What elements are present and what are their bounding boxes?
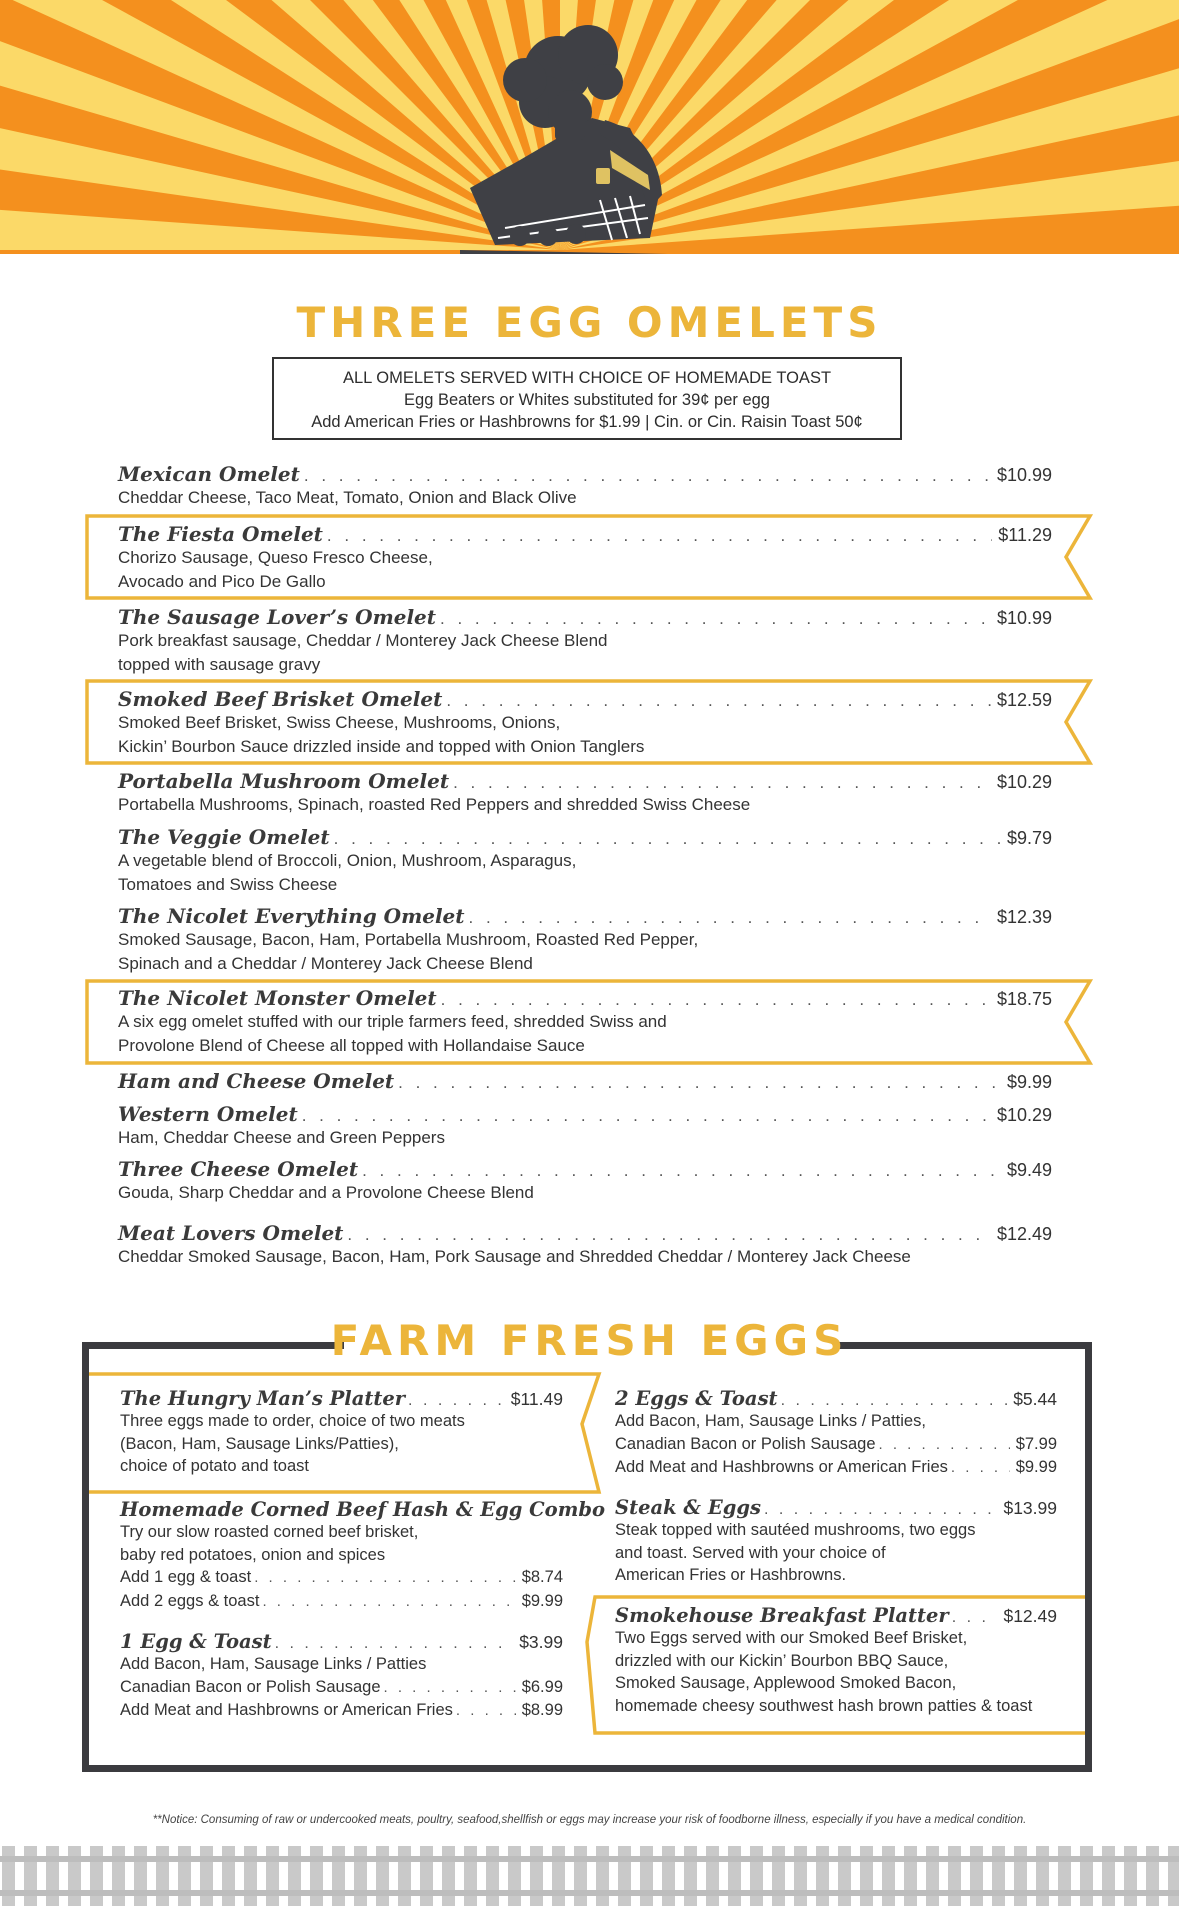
item-price: $9.99 bbox=[1006, 1072, 1052, 1092]
item-description: Spinach and a Cheddar / Monterey Jack Cheese Blend bbox=[118, 953, 533, 973]
menu-item-hungry-man-platter bbox=[120, 1387, 563, 1478]
item-description: Cheddar Cheese, Taco Meat, Tomato, Onion and Black Olive bbox=[118, 488, 577, 507]
option-label: Add Meat and Hashbrowns or American Fries bbox=[615, 1458, 948, 1476]
info-line: Add American Fries or Hashbrowns for $1.99 | Cin. or Cin. Raisin Toast 50¢ bbox=[311, 413, 863, 431]
item-description: Smoked Sausage, Bacon, Ham, Portabella Mushroom, Roasted Red Pepper, bbox=[118, 930, 699, 949]
item-description: Gouda, Sharp Cheddar and a Provolone Cheese Blend bbox=[118, 1183, 534, 1202]
item-name: Meat Lovers Omelet bbox=[118, 1221, 344, 1245]
item-price: $11.29 bbox=[998, 525, 1052, 545]
item-name: Steak & Eggs bbox=[615, 1496, 761, 1519]
item-name: 2 Eggs & Toast bbox=[615, 1387, 778, 1410]
item-name: Three Cheese Omelet bbox=[118, 1157, 359, 1181]
item-name: The Veggie Omelet bbox=[118, 825, 330, 849]
item-description: baby red potatoes, onion and spices bbox=[120, 1545, 386, 1564]
item-description: Three eggs made to order, choice of two meats bbox=[120, 1412, 465, 1430]
item-price: $10.29 bbox=[996, 772, 1052, 792]
item-description: Pork breakfast sausage, Cheddar / Monterey Jack Cheese Blend bbox=[118, 631, 608, 650]
item-name: Homemade Corned Beef Hash & Egg Combo bbox=[120, 1498, 605, 1521]
item-description: choice of potato and toast bbox=[120, 1457, 309, 1475]
info-line: Egg Beaters or Whites substituted for 39¢ per egg bbox=[404, 391, 770, 409]
item-name: Ham and Cheese Omelet bbox=[118, 1069, 395, 1093]
item-price: $12.49 bbox=[1003, 1606, 1057, 1626]
item-name: Smokehouse Breakfast Platter bbox=[615, 1604, 949, 1627]
menu-item-smokehouse-platter bbox=[615, 1604, 1057, 1717]
item-description: Kickin’ Bourbon Sauce drizzled inside and topped with Onion Tanglers bbox=[118, 736, 645, 756]
menu-item-steak-eggs bbox=[615, 1496, 1057, 1587]
option-price: $8.99 bbox=[521, 1701, 563, 1719]
item-description: Cheddar Smoked Sausage, Bacon, Ham, Pork Sausage and Shredded Cheddar / Monterey Jack Cheese bbox=[118, 1247, 911, 1266]
option-label: Add Meat and Hashbrowns or American Fries bbox=[120, 1701, 453, 1719]
item-description: Portabella Mushrooms, Spinach, roasted Red Peppers and shredded Swiss Cheese bbox=[118, 795, 751, 814]
item-name: The Nicolet Everything Omelet bbox=[118, 904, 465, 928]
item-description: Provolone Blend of Cheese all topped with Hollandaise Sauce bbox=[118, 1035, 585, 1055]
item-description: American Fries or Hashbrowns. bbox=[615, 1566, 847, 1584]
item-price: $11.49 bbox=[510, 1389, 563, 1409]
item-description: Add Bacon, Ham, Sausage Links / Patties, bbox=[615, 1412, 926, 1430]
item-price: $12.49 bbox=[996, 1224, 1052, 1244]
menu-item-corned-beef-hash bbox=[120, 1498, 605, 1613]
food-safety-notice: **Notice: Consuming of raw or undercooked meats, poultry, seafood,shellfish or eggs may increase your risk of foodborne illness, especially if you have a medical condition. bbox=[152, 1814, 1027, 1826]
menu-item-two-eggs-toast bbox=[615, 1387, 1057, 1480]
item-name: The Nicolet Monster Omelet bbox=[118, 986, 437, 1010]
item-price: $13.99 bbox=[1003, 1498, 1057, 1518]
item-name: Portabella Mushroom Omelet bbox=[118, 769, 450, 793]
option-label: Add 2 eggs & toast bbox=[120, 1591, 260, 1610]
item-description: Smoked Sausage, Applewood Smoked Bacon, bbox=[615, 1674, 957, 1692]
item-description: (Bacon, Ham, Sausage Links/Patties), bbox=[120, 1434, 399, 1453]
item-name: The Hungry Man’s Platter bbox=[120, 1387, 406, 1410]
item-description: A six egg omelet stuffed with our triple farmers feed, shredded Swiss and bbox=[118, 1012, 667, 1031]
item-name: 1 Egg & Toast bbox=[120, 1630, 272, 1653]
item-price: $10.99 bbox=[996, 465, 1052, 485]
option-label: Canadian Bacon or Polish Sausage bbox=[120, 1677, 381, 1696]
item-price: $12.39 bbox=[996, 907, 1052, 927]
item-name: The Fiesta Omelet bbox=[118, 522, 323, 546]
item-description: Ham, Cheddar Cheese and Green Peppers bbox=[118, 1128, 445, 1147]
item-price: $10.29 bbox=[996, 1105, 1052, 1125]
item-description: homemade cheesy southwest hash brown patties & toast bbox=[615, 1696, 1033, 1715]
item-description: topped with sausage gravy bbox=[118, 654, 321, 674]
item-price: $18.75 bbox=[996, 989, 1052, 1009]
item-description: Avocado and Pico De Gallo bbox=[118, 571, 326, 591]
item-description: Smoked Beef Brisket, Swiss Cheese, Mushrooms, Onions, bbox=[118, 713, 561, 732]
item-price: $12.59 bbox=[996, 690, 1052, 710]
option-price: $9.99 bbox=[1015, 1458, 1057, 1476]
item-description: Two Eggs served with our Smoked Beef Brisket, bbox=[615, 1629, 968, 1647]
item-name: Smoked Beef Brisket Omelet bbox=[118, 687, 443, 711]
item-description: A vegetable blend of Broccoli, Onion, Mushroom, Asparagus, bbox=[118, 851, 577, 870]
option-label: Add 1 egg & toast bbox=[120, 1568, 252, 1586]
option-label: Canadian Bacon or Polish Sausage bbox=[615, 1434, 876, 1453]
section-title-farm-eggs: FARM FRESH EGGS bbox=[330, 1316, 849, 1365]
menu-item-one-egg-toast bbox=[120, 1630, 563, 1723]
item-name: Mexican Omelet bbox=[118, 462, 300, 486]
item-description: Try our slow roasted corned beef brisket, bbox=[120, 1523, 419, 1541]
option-price: $7.99 bbox=[1015, 1434, 1057, 1453]
item-description: Chorizo Sausage, Queso Fresco Cheese, bbox=[118, 548, 433, 567]
item-description: Tomatoes and Swiss Cheese bbox=[118, 874, 338, 894]
option-price: $8.74 bbox=[521, 1568, 563, 1586]
option-price: $6.99 bbox=[521, 1677, 563, 1696]
item-description: drizzled with our Kickin’ Bourbon BBQ Sauce, bbox=[615, 1651, 949, 1670]
item-description: Steak topped with sautéed mushrooms, two eggs bbox=[615, 1521, 976, 1539]
item-price: $10.99 bbox=[996, 608, 1052, 628]
item-description: and toast. Served with your choice of bbox=[615, 1543, 886, 1562]
option-price: $9.99 bbox=[521, 1591, 563, 1610]
item-price: $3.99 bbox=[519, 1632, 563, 1652]
item-price: $5.44 bbox=[1013, 1389, 1057, 1409]
item-price: $9.79 bbox=[1006, 828, 1052, 848]
item-name: Western Omelet bbox=[118, 1102, 298, 1126]
info-line: ALL OMELETS SERVED WITH CHOICE OF HOMEMADE TOAST bbox=[342, 369, 832, 387]
item-price: $9.49 bbox=[1006, 1160, 1052, 1180]
railroad-tracks-decoration bbox=[0, 1838, 1179, 1920]
item-description: Add Bacon, Ham, Sausage Links / Patties bbox=[120, 1655, 427, 1673]
section-title-omelets: THREE EGG OMELETS bbox=[296, 298, 883, 347]
item-name: The Sausage Lover’s Omelet bbox=[118, 605, 437, 629]
